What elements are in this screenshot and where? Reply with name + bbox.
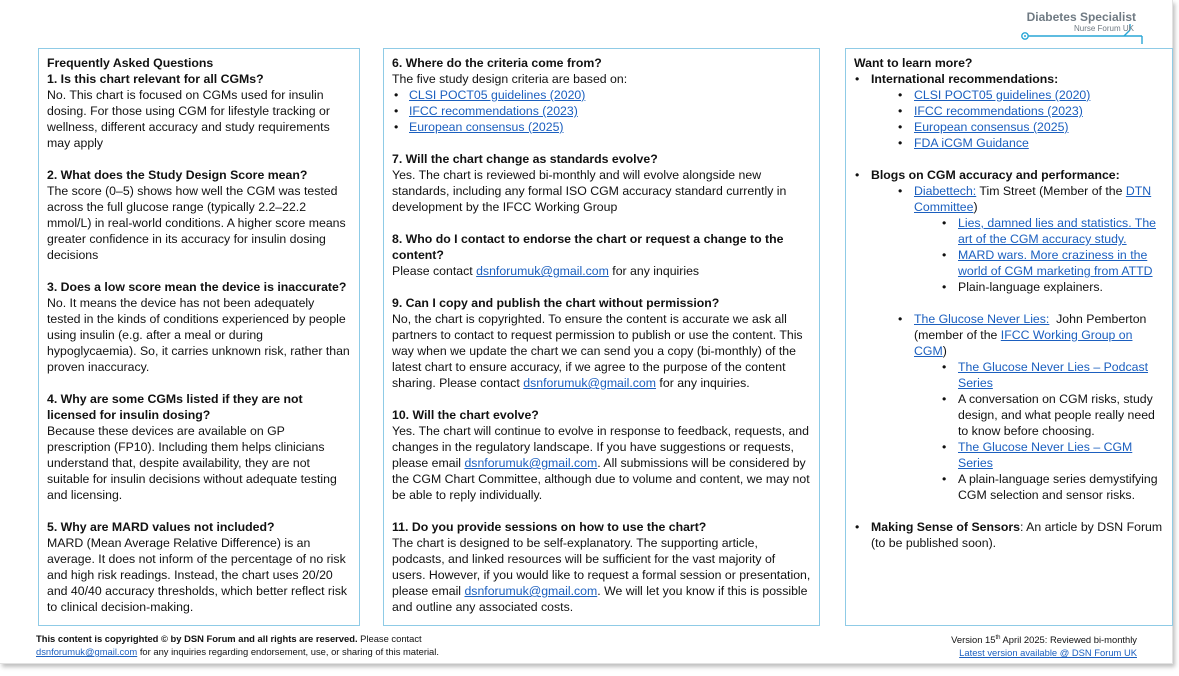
latest-version-link[interactable]: Latest version available @ DSN Forum UK (959, 647, 1137, 659)
question-8: 8. Who do I contact to endorse the chart or request a change to the content? (392, 232, 784, 262)
answer-10: Yes. The chart will continue to evolve in response to feedback, requests, and changes in the regulatory landscape. If you have suggestions or requests, please email dsnforumuk@gmail.com. All submissions will be considered by the CGM Chart Committee, although due to volume and content, we may not be able to reply individually. (392, 424, 810, 502)
spacer (854, 151, 1164, 167)
question-2: 2. What does the Study Design Score mean? (47, 168, 308, 182)
answer-9: No, the chart is copyrighted. To ensure the content is accurate we ask all partners to contact to request permission to publish or use the content. This way when we update the chart we can send you a copy (bi-monthly) of the latest chart to ensure accuracy, if we agree to the purpose of the content sharing. Please contact dsnforumuk@gmail.com for any inquiries. (392, 312, 803, 390)
list-item: • Making Sense of Sensors: An article by DSN Forum (to be published soon). (854, 519, 1164, 551)
mard-wars-link[interactable]: MARD wars. More craziness in the world of CGM marketing from ATTD (958, 248, 1153, 278)
ifcc-working-group-link[interactable]: IFCC Working Group on CGM (914, 328, 1133, 358)
list-item (854, 87, 1164, 103)
question-9: 9. Can I copy and publish the chart without permission? (392, 296, 720, 310)
list-item (854, 359, 1164, 391)
ifcc-link[interactable]: IFCC recommendations (2023) (914, 104, 1083, 118)
clsi-link[interactable]: CLSI POCT05 guidelines (2020) (914, 88, 1091, 102)
cgm-series-link[interactable]: The Glucose Never Lies – CGM Series (958, 440, 1133, 470)
version-info: Version 15th April 2025: Reviewed bi-monthly Latest version available @ DSN Forum UK (951, 634, 1137, 659)
list-item (854, 103, 1164, 119)
email-link[interactable]: dsnforumuk@gmail.com (464, 584, 598, 598)
list-item: • Plain-language explainers. (854, 279, 1164, 295)
question-5: 5. Why are MARD values not included? (47, 520, 275, 534)
question-11: 11. Do you provide sessions on how to use the chart? (392, 520, 707, 534)
answer-6: The five study design criteria are based on: (392, 72, 628, 86)
question-3: 3. Does a low score mean the device is inaccurate? (47, 280, 347, 294)
logo-title: Diabetes Specialist (1026, 10, 1136, 24)
lies-statistics-link[interactable]: Lies, damned lies and statistics. The art of the CGM accuracy study. (958, 216, 1156, 246)
list-item (854, 247, 1164, 279)
answer-8: Please contact dsnforumuk@gmail.com for any inquiries (392, 264, 700, 278)
dtn-committee-link[interactable]: DTN Committee (914, 184, 1152, 214)
copyright-notice: This content is copyrighted © by DSN Forum and all rights are reserved. Please contact dsnforumuk@gmail.com for any inquiries regarding endorsement, use, or sharing of this material. (36, 633, 439, 657)
intl-heading: International recommendations: (871, 72, 1059, 86)
list-item: • A conversation on CGM risks, study design, and what people really need to know before choosing. (854, 391, 1164, 439)
question-4: 4. Why are some CGMs listed if they are not licensed for insulin dosing? (47, 392, 303, 422)
list-item: • A plain-language series demystifying CGM selection and sensor risks. (854, 471, 1164, 503)
list-item (392, 103, 811, 119)
faq-panel-middle (383, 48, 820, 626)
logo-subtitle: Nurse Forum UK (1073, 24, 1134, 33)
learn-more-heading: Want to learn more? (854, 56, 973, 70)
question-10: 10. Will the chart evolve? (392, 408, 539, 422)
ifcc-link[interactable]: IFCC recommendations (2023) (409, 104, 578, 118)
glucose-never-lies-link[interactable]: The Glucose Never Lies: (914, 312, 1050, 326)
list-item (854, 439, 1164, 471)
email-link[interactable]: dsnforumuk@gmail.com (464, 456, 598, 470)
email-link[interactable]: dsnforumuk@gmail.com (523, 376, 657, 390)
answer-2: The score (0–5) shows how well the CGM was tested across the full glucose range (typically 2.2–22.2 mmol/L) in real-world conditions. A higher score means greater confidence in its accuracy for insulin dosing decisions (47, 184, 346, 262)
list-item (854, 167, 1164, 183)
list-item (854, 71, 1164, 87)
list-item (392, 119, 811, 135)
criteria-sources-list (392, 87, 811, 135)
answer-3: No. It means the device has not been adequately tested in the kinds of conditions experienced by people using insulin (e.g. after a meal or during hypoglycaemia). So, it carries unknown risk, rather than proven inaccuracy. (47, 296, 350, 374)
footer-email-link[interactable]: dsnforumuk@gmail.com (36, 646, 138, 657)
answer-11: The chart is designed to be self-explanatory. The supporting article, podcasts, and linked resources will be sufficient for the vast majority of users. However, if you would like to request a formal session or presentation, please email dsnforumuk@gmail.com. We will let you know if this is possible and outline any associated costs. (392, 536, 811, 614)
list-item: • The Glucose Never Lies: John Pemberton (member of the IFCC Working Group on CGM) (854, 311, 1164, 359)
list-item (854, 135, 1164, 151)
faq-panel-left (38, 48, 360, 626)
question-1: 1. Is this chart relevant for all CGMs? (47, 72, 264, 86)
making-sense-heading: Making Sense of Sensors (871, 520, 1020, 534)
european-consensus-link[interactable]: European consensus (2025) (914, 120, 1069, 134)
list-item (854, 119, 1164, 135)
spacer (854, 503, 1164, 519)
question-6: 6. Where do the criteria come from? (392, 56, 602, 70)
clsi-link[interactable]: CLSI POCT05 guidelines (2020) (409, 88, 586, 102)
faq-heading: Frequently Asked Questions (47, 56, 214, 70)
podcast-series-link[interactable]: The Glucose Never Lies – Podcast Series (958, 360, 1149, 390)
answer-5: MARD (Mean Average Relative Difference) is an average. It does not inform of the percentage of no risk and high risk readings. Instead, the chart uses 20/20 and 40/40 accuracy thresholds, which better reflect risk to clinical decision-making. (47, 536, 348, 614)
answer-1: No. This chart is focused on CGMs used for insulin dosing. For those using CGM for lifestyle tracking or wellness, different accuracy and study requirements may apply (47, 88, 330, 150)
answer-4: Because these devices are available on GP prescription (FP10). Including them helps clinicians understand that, despite availability, they are not suitable for insulin decisions without adequate testing and licensing. (47, 424, 337, 502)
learn-more-list (854, 71, 1164, 551)
diabettech-link[interactable]: Diabettech: (914, 184, 977, 198)
list-item (854, 215, 1164, 247)
list-item: • Diabettech: Tim Street (Member of the DTN Committee) (854, 183, 1164, 215)
european-consensus-link[interactable]: European consensus (2025) (409, 120, 564, 134)
fda-icgm-link[interactable]: FDA iCGM Guidance (914, 136, 1029, 150)
question-7: 7. Will the chart change as standards evolve? (392, 152, 658, 166)
learn-more-panel (845, 48, 1173, 626)
blogs-heading: Blogs on CGM accuracy and performance: (871, 168, 1120, 182)
dsn-forum-logo (1012, 10, 1152, 48)
answer-7: Yes. The chart is reviewed bi-monthly and will evolve alongside new standards, including any formal ISO CGM accuracy standard currently in development by the IFCC Working Group (392, 168, 787, 214)
email-link[interactable]: dsnforumuk@gmail.com (476, 264, 609, 278)
list-item (392, 87, 811, 103)
spacer (854, 295, 1164, 311)
